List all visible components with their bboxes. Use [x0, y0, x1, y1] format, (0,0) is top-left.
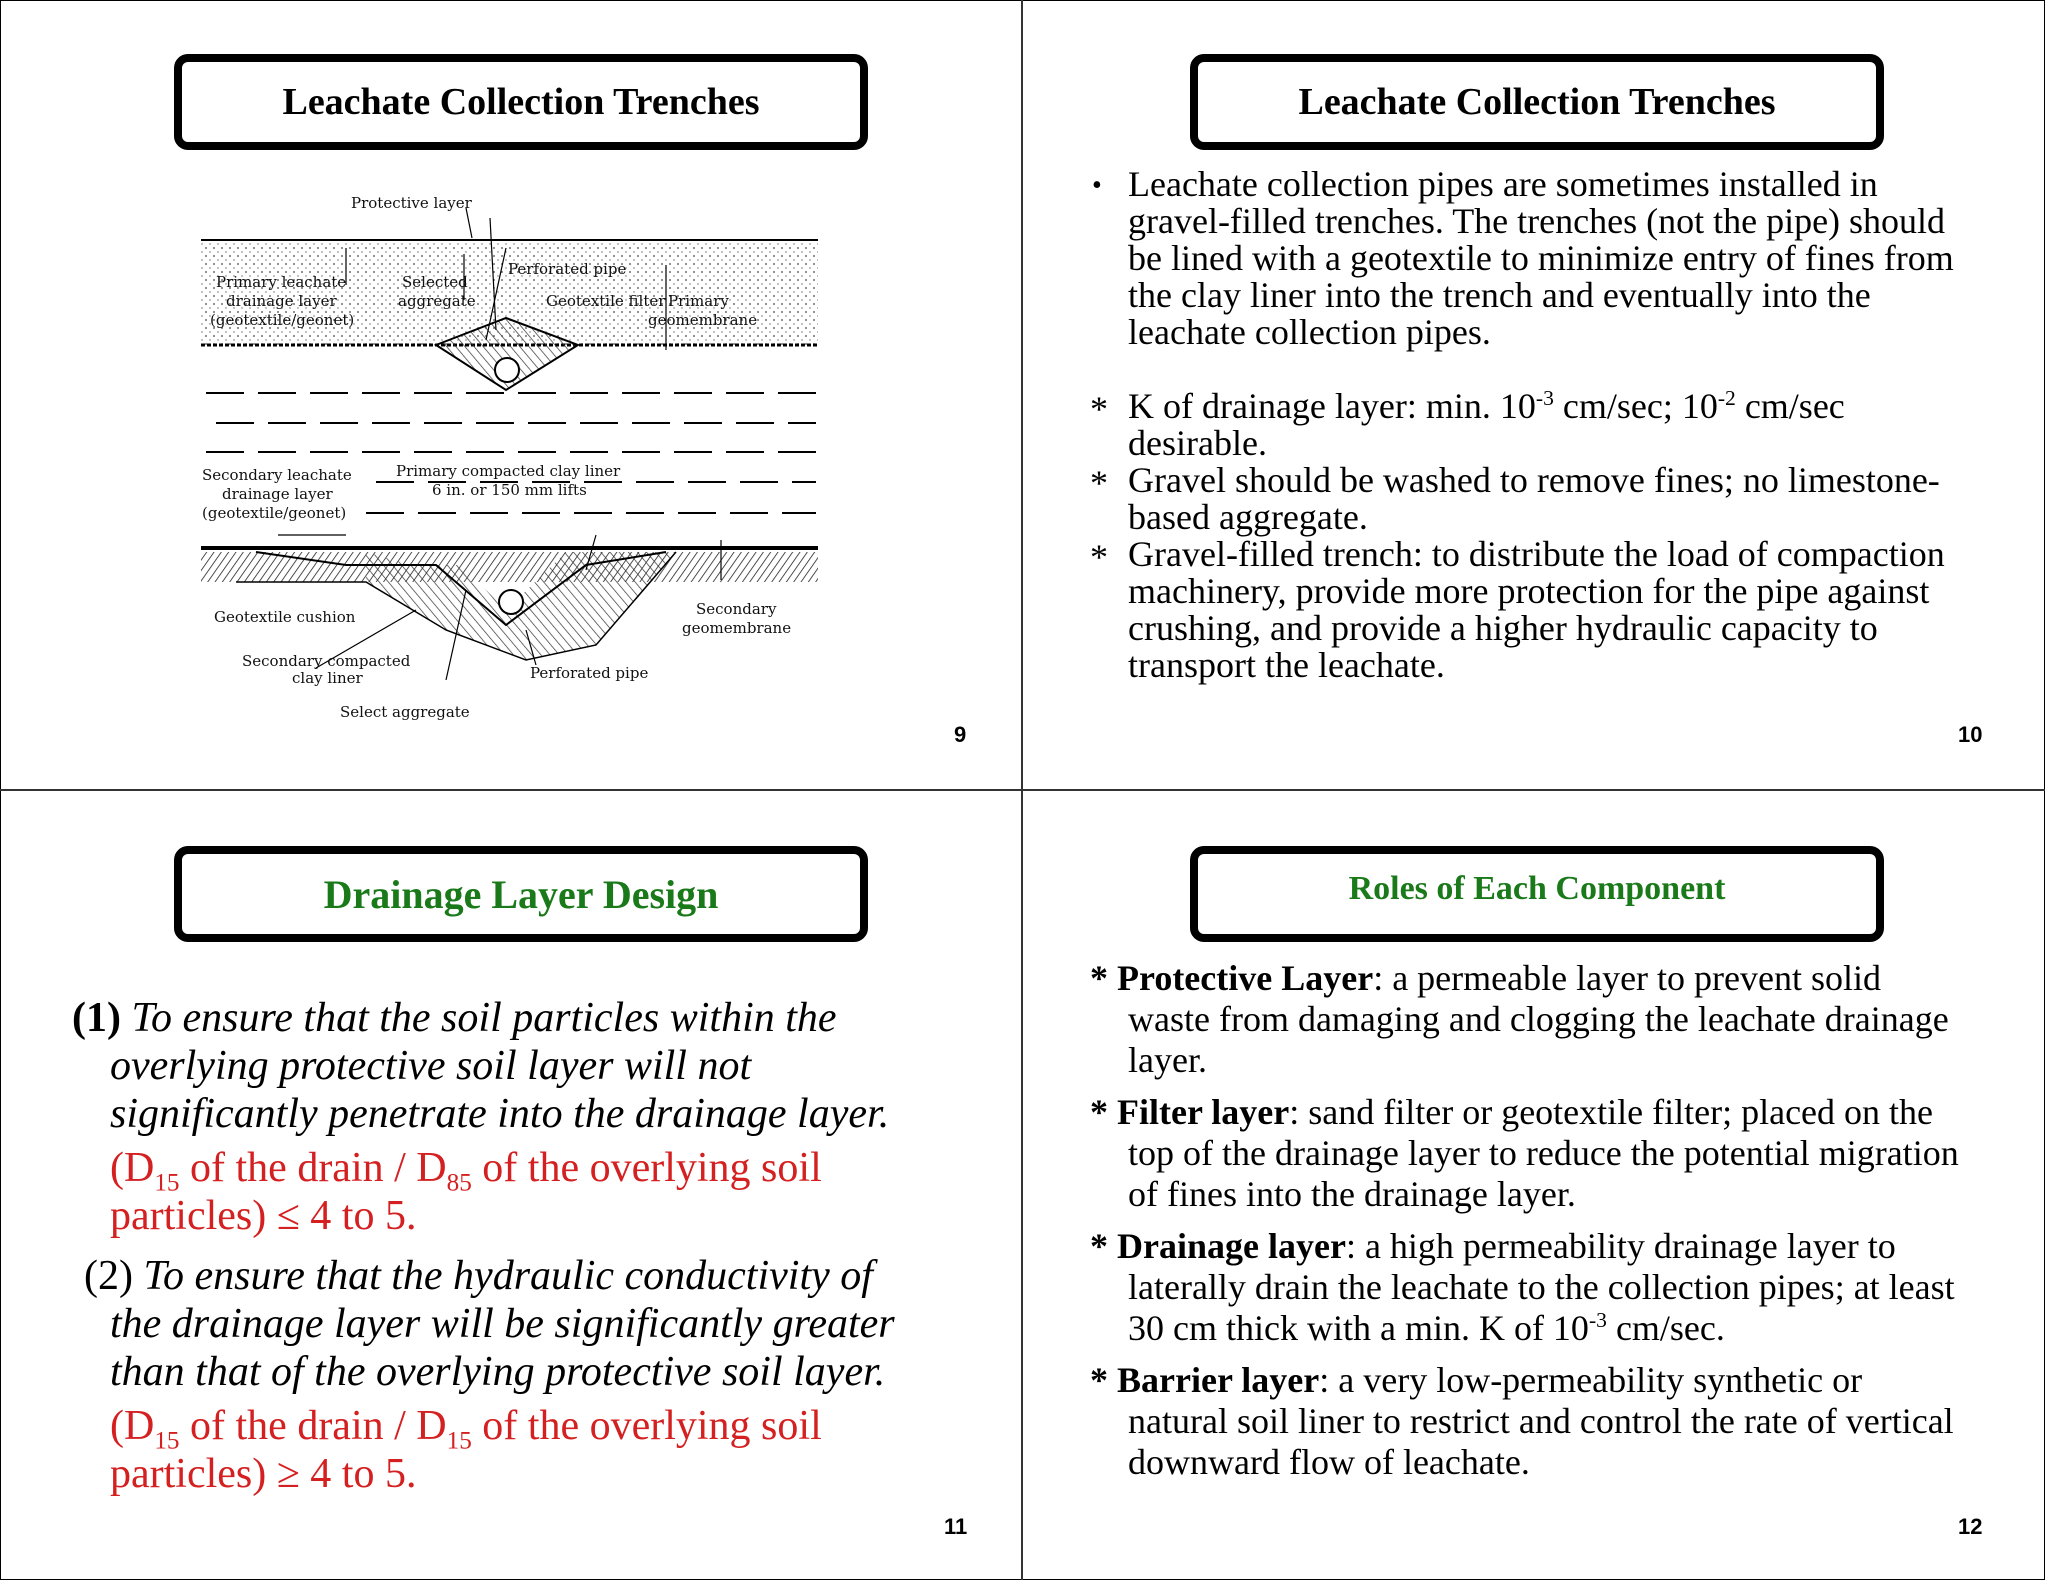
slide-11-number: 11: [944, 1514, 968, 1539]
role-filter-layer: * Filter layer: sand filter or geotextile filter; placed on the top of the drainage layer to reduce the potential migration of fines into the drainage layer.: [1090, 1092, 1959, 1214]
slide-10-bullet: Leachate collection pipes are sometimes installed in gravel-filled trenches. The trenches (not the pipe) should be lined with a geotextile to minimize entry of fines from the clay liner into the trench and eventually into the leachate collection pipes.: [1128, 164, 1954, 352]
slide-9-number: 9: [954, 722, 967, 747]
slide-10-title: [1190, 54, 1884, 150]
label-secondary-geomem-1: Secondary: [696, 600, 777, 618]
label-secondary-geomem-2: geomembrane: [682, 619, 792, 637]
label-perforated-pipe-top: Perforated pipe: [508, 260, 627, 278]
label-primary-geomem-2: geomembrane: [648, 311, 758, 329]
slide-12-title-text: Roles of Each Component: [1348, 870, 1726, 907]
role-drainage-layer: * Drainage layer: a high permeability drainage layer to laterally drain the leachate to the collection pipes; at least 30 cm thick with a min. K of $10^{-3}$ cm/sec.: [1090, 1226, 1955, 1348]
bullet-dot: •: [1092, 170, 1102, 201]
slide-10-number: 10: [1958, 722, 1983, 747]
role-protective-layer: * Protective Layer: a permeable layer to prevent solid waste from damaging and clogging the leachate drainage layer.: [1090, 958, 1949, 1080]
design-criterion-2: (2) To ensure that the hydraulic conductivity of the drainage layer will be significantly greater than that of the overlying protective soil layer.: [84, 1253, 895, 1395]
slide-10-star-1: K of drainage layer: min. $10^{-3}$ cm/sec; $10^{-2}$ cm/sec desirable.: [1128, 386, 1845, 463]
label-primary-geomem-1: Primary: [668, 292, 729, 310]
slide-11-title: [174, 846, 868, 942]
label-secondary-leachate-3: (geotextile/geonet): [202, 504, 347, 522]
label-geotextile-cushion: Geotextile cushion: [214, 608, 356, 626]
label-perforated-pipe-bottom: Perforated pipe: [530, 664, 649, 682]
design-ratio-1: ($D_{15}$ of the drain / $D_{85}$ of the overlying soil particles) ≤ 4 to 5.: [110, 1145, 822, 1239]
slide-11-title-text: Drainage Layer Design: [323, 871, 719, 917]
label-primary-leachate-3: (geotextile/geonet): [210, 311, 355, 329]
design-ratio-2: ($D_{15}$ of the drain / $D_{15}$ of the overlying soil particles) ≥ 4 to 5.: [110, 1403, 822, 1497]
leachate-trench-diagram: [196, 190, 836, 730]
star-marker-2: *: [1090, 463, 1108, 503]
slide-10-star-2: Gravel should be washed to remove fines; no limestone-based aggregate.: [1128, 460, 1940, 537]
star-marker-3: *: [1090, 537, 1108, 577]
slide-12-title: [1190, 846, 1884, 942]
label-primary-leachate-1: Primary leachate: [216, 273, 347, 291]
label-secondary-leachate-1: Secondary leachate: [202, 466, 352, 484]
slide-9-title: [174, 54, 868, 150]
label-select-aggregate: Select aggregate: [340, 703, 470, 721]
design-criterion-1: (1) To ensure that the soil particles within the overlying protective soil layer will not significantly penetrate into the drainage layer.: [72, 995, 890, 1137]
label-selected-agg-2: aggregate: [398, 292, 476, 310]
label-secondary-leachate-2: drainage layer: [222, 485, 333, 503]
label-primary-clay-1: Primary compacted clay liner: [396, 462, 621, 480]
role-barrier-layer: * Barrier layer: a very low-permeability synthetic or natural soil liner to restrict and control the rate of vertical downward flow of leachate.: [1090, 1360, 1954, 1482]
label-secondary-clay-2: clay liner: [292, 669, 363, 687]
label-secondary-clay-1: Secondary compacted: [242, 652, 411, 670]
label-geotextile-filter: Geotextile filter: [546, 292, 666, 310]
slide-12-number: 12: [1958, 1514, 1983, 1539]
label-primary-clay-2: 6 in. or 150 mm lifts: [432, 481, 587, 499]
label-protective-layer: Protective layer: [351, 194, 472, 212]
label-selected-agg-1: Selected: [402, 273, 468, 291]
slide-9-title-text: Leachate Collection Trenches: [282, 81, 760, 123]
slide-10-star-3: Gravel-filled trench: to distribute the load of compaction machinery, provide more protection for the pipe against crushing, and provide a higher hydraulic capacity to transport the leachate.: [1128, 534, 1945, 685]
label-primary-leachate-2: drainage layer: [226, 292, 337, 310]
slide-10-title-text: Leachate Collection Trenches: [1298, 81, 1776, 123]
horizontal-divider: [0, 789, 2045, 791]
star-marker-1: *: [1090, 389, 1108, 429]
